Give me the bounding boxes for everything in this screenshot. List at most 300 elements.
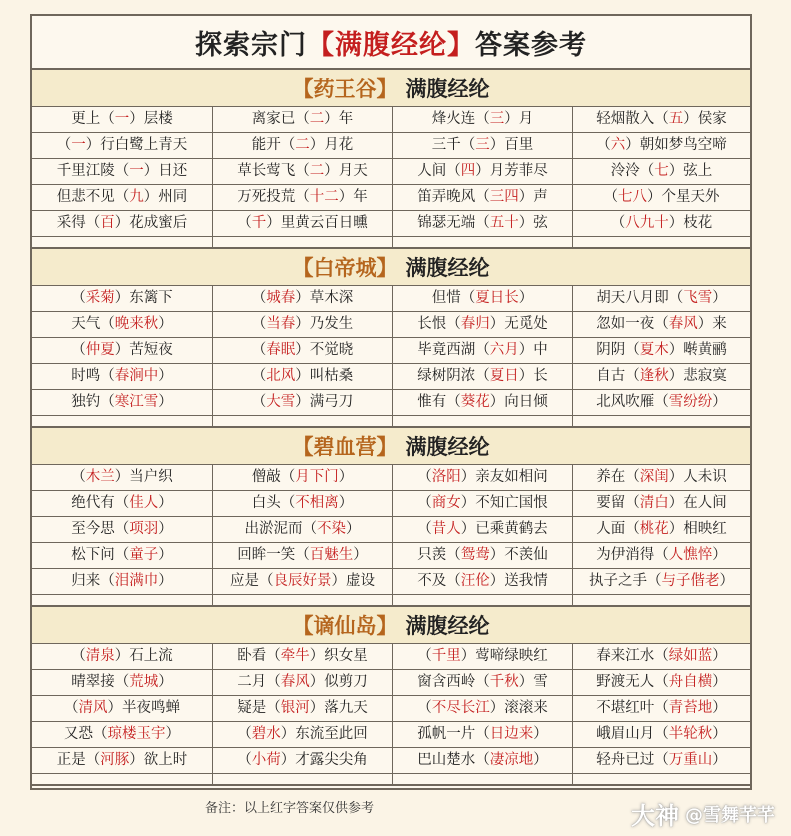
clue-suffix: ）层楼 [129, 111, 173, 127]
table-cell [573, 390, 750, 416]
clue-prefix: （ [417, 648, 432, 664]
clue-suffix: ）才露尖尖角 [280, 752, 368, 768]
answer-text: 绿如蓝 [668, 648, 713, 664]
answer-text: 半轮秋 [668, 726, 713, 742]
clue-prefix: 但惜（ [431, 290, 476, 306]
answer-text: 三 [489, 111, 505, 127]
clue-suffix: ）弦上 [668, 163, 713, 179]
table-cell [393, 159, 573, 185]
answer-text: 夏日长 [475, 290, 519, 306]
answer-text: 桃花 [639, 521, 669, 537]
clue-suffix: ）侯家 [683, 111, 727, 127]
answer-text: 八九十 [625, 215, 669, 231]
answer-text: 城春 [266, 290, 296, 306]
section-subtitle: 满腹经纶 [405, 77, 490, 101]
table-cell [573, 491, 750, 517]
answer-text: 二 [309, 163, 325, 179]
clue-prefix: 离家已（ [251, 111, 310, 127]
table-cell [32, 543, 213, 569]
clue-prefix: 白头（ [251, 495, 296, 511]
answer-text: 月下门 [295, 469, 339, 485]
clue-suffix: ） [712, 726, 727, 742]
clue-prefix: 执子之手（ [589, 573, 662, 589]
table-cell [573, 286, 750, 312]
watermark-author: @雪舞芊芊 [685, 804, 775, 826]
spacer-cell [393, 237, 573, 247]
clue-prefix: （ [56, 137, 72, 153]
clue-prefix: 僧敲（ [251, 469, 296, 485]
answer-text: 五 [668, 111, 684, 127]
clue-suffix: ）中 [518, 342, 548, 358]
clue-prefix: （ [71, 290, 86, 306]
clue-suffix: ）雪 [518, 674, 548, 690]
spacer-cell [573, 595, 750, 605]
clue-prefix: 要留（ [596, 495, 640, 511]
clue-suffix: ）石上流 [114, 648, 173, 664]
answer-text: 万重山 [668, 752, 713, 768]
clue-prefix: （ [251, 342, 267, 358]
answer-text: 葵花 [460, 394, 490, 410]
section [32, 70, 750, 249]
table-cell [573, 133, 750, 159]
clue-suffix: ）东篱下 [114, 290, 173, 306]
clue-suffix: ）虚设 [331, 573, 375, 589]
clue-prefix: 烽火连（ [431, 111, 490, 127]
answer-text: 牵牛 [280, 648, 310, 664]
clue-suffix: ） [338, 469, 354, 485]
section-bracket-open: 【 [292, 77, 314, 101]
section-title [32, 607, 750, 644]
section-spacer [32, 774, 750, 786]
table-cell [393, 286, 573, 312]
table-cell [32, 211, 213, 237]
clue-prefix: 更上（ [71, 111, 115, 127]
table-cell [32, 286, 213, 312]
table-cell [573, 364, 750, 390]
clue-suffix: ）落九天 [309, 700, 368, 716]
table-cell [32, 312, 213, 338]
section-grid [32, 644, 750, 774]
spacer-cell [213, 595, 393, 605]
clue-suffix: ） [712, 394, 727, 410]
table-cell [32, 722, 213, 748]
table-cell [213, 286, 393, 312]
answer-text: 四 [460, 163, 476, 179]
clue-prefix: 人间（ [417, 163, 461, 179]
section-name: 碧血营 [313, 435, 377, 459]
clue-suffix: ）悲寂寞 [668, 368, 727, 384]
clue-prefix: （ [251, 316, 267, 332]
table-cell [213, 107, 393, 133]
answer-text: 当春 [266, 316, 296, 332]
clue-suffix: ）年 [338, 189, 368, 205]
clue-prefix: 采得（ [56, 215, 101, 231]
answer-text: 木兰 [85, 469, 115, 485]
spacer-cell [32, 774, 213, 784]
table-cell [32, 185, 213, 211]
answer-text: 大雪 [266, 394, 296, 410]
clue-prefix: （ [596, 137, 611, 153]
section-grid [32, 107, 750, 237]
answer-text: 人憔悴 [668, 547, 713, 563]
answer-text: 一 [129, 163, 144, 179]
clue-prefix: 养在（ [596, 469, 640, 485]
section-subtitle: 满腹经纶 [405, 256, 490, 280]
section-subtitle: 满腹经纶 [405, 614, 490, 638]
clue-prefix: （ [610, 215, 626, 231]
clue-prefix: （ [417, 469, 432, 485]
clue-prefix: 只羡（ [417, 547, 461, 563]
answer-text: 一 [114, 111, 130, 127]
answer-text: 夏日 [489, 368, 519, 384]
answer-text: 琼楼玉宇 [107, 726, 166, 742]
clue-prefix: 不堪红叶（ [596, 700, 669, 716]
clue-suffix: ）日还 [143, 163, 188, 179]
clue-suffix: ）亲友如相问 [460, 469, 548, 485]
table-cell [32, 569, 213, 595]
clue-prefix: （ [251, 290, 267, 306]
clue-prefix: 孤帆一片（ [417, 726, 490, 742]
answer-text: 日边来 [489, 726, 534, 742]
clue-suffix: ） [158, 521, 173, 537]
answer-text: 六月 [489, 342, 519, 358]
answer-text: 不相离 [295, 495, 339, 511]
clue-suffix: ）朝如梦鸟空啼 [625, 137, 727, 153]
table-cell [393, 670, 573, 696]
answer-text: 银河 [280, 700, 310, 716]
table-cell [213, 569, 393, 595]
answer-text: 十二 [309, 189, 339, 205]
clue-suffix: ）似剪刀 [309, 674, 368, 690]
clue-prefix: 万死投荒（ [237, 189, 310, 205]
table-cell [573, 312, 750, 338]
clue-prefix: 二月（ [237, 674, 281, 690]
answer-text: 千里 [431, 648, 461, 664]
clue-prefix: 疑是（ [237, 700, 281, 716]
clue-suffix: ） [712, 290, 727, 306]
table-cell [213, 390, 393, 416]
table-cell [393, 185, 573, 211]
answer-text: 清风 [78, 700, 108, 716]
table-cell [213, 491, 393, 517]
answer-text: 良辰好景 [273, 573, 332, 589]
clue-suffix: ）州同 [143, 189, 188, 205]
clue-prefix: 窗含西岭（ [417, 674, 490, 690]
answer-text: 商女 [431, 495, 461, 511]
table-cell [573, 543, 750, 569]
spacer-cell [213, 774, 393, 784]
answer-text: 春归 [460, 316, 490, 332]
table-cell [32, 133, 213, 159]
clue-suffix: ）无觅处 [489, 316, 548, 332]
clue-prefix: 但悲不见（ [56, 189, 130, 205]
table-cell [32, 696, 213, 722]
clue-prefix: 笛弄晚风（ [417, 189, 490, 205]
clue-prefix: 人面（ [596, 521, 640, 537]
clue-suffix: ）月芳菲尽 [475, 163, 548, 179]
clue-suffix: ）弦 [518, 215, 548, 231]
section-bracket-close: 】 [376, 256, 398, 280]
clue-suffix: ） [165, 726, 180, 742]
table-cell [393, 569, 573, 595]
title-highlight: 【满腹经纶】 [307, 29, 475, 61]
table-cell [213, 670, 393, 696]
clue-prefix: 惟有（ [417, 394, 461, 410]
clue-suffix: ） [712, 674, 727, 690]
clue-prefix: （ [71, 469, 86, 485]
table-cell [393, 491, 573, 517]
table-cell [213, 364, 393, 390]
table-cell [32, 390, 213, 416]
table-cell [393, 312, 573, 338]
answer-text: 采菊 [85, 290, 115, 306]
spacer-cell [32, 595, 213, 605]
clue-prefix: 卧看（ [237, 648, 281, 664]
watermark [631, 796, 775, 831]
answer-text: 汪伦 [460, 573, 490, 589]
clue-prefix: 自古（ [596, 368, 640, 384]
spacer-cell [573, 237, 750, 247]
section-spacer [32, 416, 750, 428]
clue-prefix: 长恨（ [417, 316, 461, 332]
clue-suffix: ） [518, 290, 534, 306]
spacer-cell [32, 416, 213, 426]
clue-prefix: （ [64, 700, 79, 716]
clue-suffix: ）不知亡国恨 [460, 495, 548, 511]
table-cell [393, 517, 573, 543]
answer-text: 河豚 [100, 752, 130, 768]
section [32, 607, 750, 786]
clue-prefix: 阴阴（ [596, 342, 640, 358]
clue-suffix: ） [158, 547, 173, 563]
spacer-cell [32, 237, 213, 247]
clue-prefix: 归来（ [71, 573, 115, 589]
table-cell [213, 159, 393, 185]
clue-prefix: 天气（ [71, 316, 115, 332]
table-cell [393, 465, 573, 491]
table-cell [573, 107, 750, 133]
title-left: 探索宗门 [195, 29, 307, 61]
table-cell [393, 211, 573, 237]
section-name: 白帝城 [313, 256, 377, 280]
table-cell [32, 517, 213, 543]
clue-suffix: ）相映红 [668, 521, 727, 537]
clue-prefix: 轻舟已过（ [596, 752, 669, 768]
section-spacer [32, 595, 750, 607]
answer-text: 青苔地 [668, 700, 713, 716]
spacer-cell [213, 416, 393, 426]
clue-prefix: （ [237, 726, 252, 742]
clue-prefix: 三千（ [431, 137, 476, 153]
clue-prefix: 绝代有（ [71, 495, 130, 511]
clue-prefix: （ [251, 394, 267, 410]
answer-text: 雪纷纷 [668, 394, 713, 410]
clue-prefix: 忽如一夜（ [596, 316, 669, 332]
clue-prefix: 能开（ [251, 137, 296, 153]
clue-prefix: 千里江陵（ [56, 163, 130, 179]
clue-prefix: 毕竟西湖（ [417, 342, 490, 358]
clue-prefix: 不及（ [417, 573, 461, 589]
table-cell [213, 312, 393, 338]
clue-prefix: 春来江水（ [596, 648, 669, 664]
answer-text: 北风 [266, 368, 296, 384]
clue-prefix: 北风吹雁（ [596, 394, 669, 410]
answer-text: 春风 [280, 674, 310, 690]
table-cell [573, 517, 750, 543]
clue-prefix: 绿树阴浓（ [417, 368, 490, 384]
section [32, 428, 750, 607]
answer-text: 春涧中 [114, 368, 159, 384]
answer-text: 百 [100, 215, 115, 231]
clue-suffix: ）向日倾 [489, 394, 548, 410]
clue-suffix: ）半夜鸣蝉 [107, 700, 180, 716]
clue-prefix: （ [71, 342, 86, 358]
section-bracket-close: 】 [376, 435, 398, 459]
clue-prefix: 锦瑟无端（ [417, 215, 490, 231]
table-cell [393, 543, 573, 569]
table-cell [213, 696, 393, 722]
table-cell [573, 569, 750, 595]
spacer-cell [393, 774, 573, 784]
clue-suffix: ）来 [697, 316, 727, 332]
answer-text: 百魅生 [309, 547, 354, 563]
answer-text: 洛阳 [431, 469, 461, 485]
clue-prefix: 胡天八月即（ [596, 290, 684, 306]
answer-text: 飞雪 [683, 290, 713, 306]
clue-suffix: ）送我情 [489, 573, 548, 589]
clue-suffix: ） [158, 495, 173, 511]
table-cell [393, 748, 573, 774]
clue-suffix: ）月花 [309, 137, 354, 153]
clue-prefix: 草长莺飞（ [237, 163, 310, 179]
clue-suffix: ）当户织 [114, 469, 173, 485]
section-title [32, 249, 750, 286]
section-grid [32, 286, 750, 416]
answer-text: 三四 [489, 189, 519, 205]
clue-suffix: ）长 [518, 368, 548, 384]
clue-suffix: ）花成蜜后 [114, 215, 188, 231]
answer-text: 不尽长江 [431, 700, 490, 716]
page-title [32, 16, 750, 70]
table-cell [213, 748, 393, 774]
clue-prefix: 回眸一笑（ [237, 547, 310, 563]
table-cell [32, 364, 213, 390]
answer-text: 泪满巾 [114, 573, 159, 589]
clue-suffix: ） [158, 573, 173, 589]
clue-prefix: （ [251, 368, 267, 384]
table-cell [393, 696, 573, 722]
answer-text: 五十 [489, 215, 519, 231]
table-cell [213, 543, 393, 569]
answer-text: 二 [295, 137, 310, 153]
answer-text: 深闺 [639, 469, 669, 485]
clue-suffix: ）声 [518, 189, 548, 205]
answer-text: 小荷 [251, 752, 281, 768]
section-bracket-close: 】 [376, 614, 398, 638]
answer-text: 千 [251, 215, 267, 231]
table-cell [573, 159, 750, 185]
section-title [32, 428, 750, 465]
spacer-cell [393, 595, 573, 605]
clue-suffix: ）年 [324, 111, 354, 127]
clue-suffix: ） [353, 547, 368, 563]
clue-prefix: 正是（ [56, 752, 101, 768]
table-cell [573, 185, 750, 211]
clue-suffix: ）不羡仙 [489, 547, 548, 563]
clue-suffix: ） [533, 726, 548, 742]
answer-text: 不染 [317, 521, 346, 537]
clue-suffix: ）百里 [489, 137, 534, 153]
table-cell [213, 133, 393, 159]
clue-prefix: （ [237, 752, 252, 768]
clue-suffix: ） [712, 648, 727, 664]
clue-prefix: 独钓（ [71, 394, 115, 410]
clue-suffix: ）莺啼绿映红 [460, 648, 548, 664]
section-subtitle: 满腹经纶 [405, 435, 490, 459]
section-spacer [32, 237, 750, 249]
answer-text: 童子 [129, 547, 159, 563]
clue-suffix: ）个星天外 [647, 189, 720, 205]
answer-text: 凄凉地 [489, 752, 534, 768]
clue-prefix: 应是（ [230, 573, 274, 589]
table-cell [573, 748, 750, 774]
clue-suffix: ）欲上时 [129, 752, 188, 768]
answer-text: 碧水 [251, 726, 281, 742]
table-cell [393, 722, 573, 748]
answer-text: 七八 [618, 189, 647, 205]
section-bracket-open: 【 [292, 614, 314, 638]
clue-suffix: ） [158, 316, 173, 332]
answer-text: 晚来秋 [114, 316, 159, 332]
clue-suffix: ）苦短夜 [114, 342, 173, 358]
spacer-cell [213, 237, 393, 247]
clue-prefix: （ [417, 700, 432, 716]
clue-suffix: ） [346, 521, 361, 537]
clue-prefix: 巴山楚水（ [417, 752, 490, 768]
table-cell [393, 133, 573, 159]
footnote: 备注：以上红字答案仅供参考 [205, 801, 375, 816]
table-cell [32, 107, 213, 133]
answer-text: 夏木 [639, 342, 669, 358]
table-cell [32, 670, 213, 696]
clue-suffix: ） [533, 752, 548, 768]
section-title [32, 70, 750, 107]
title-right: 答案参考 [475, 29, 587, 61]
clue-prefix: （ [71, 648, 86, 664]
answer-text: 项羽 [129, 521, 159, 537]
table-cell [213, 517, 393, 543]
clue-suffix: ）在人间 [668, 495, 727, 511]
clue-suffix: ）叫枯桑 [295, 368, 354, 384]
clue-suffix: ） [158, 394, 173, 410]
table-cell [213, 644, 393, 670]
section-grid [32, 465, 750, 595]
answer-table [30, 14, 752, 790]
spacer-cell [573, 416, 750, 426]
table-cell [32, 644, 213, 670]
clue-prefix: （ [417, 521, 432, 537]
table-cell [573, 338, 750, 364]
clue-prefix: 松下问（ [71, 547, 130, 563]
table-cell [32, 465, 213, 491]
table-cell [573, 211, 750, 237]
table-cell [573, 465, 750, 491]
section-bracket-open: 【 [292, 256, 314, 280]
table-cell [213, 185, 393, 211]
table-cell [213, 211, 393, 237]
clue-suffix: ） [712, 700, 727, 716]
clue-prefix: 野渡无人（ [596, 674, 669, 690]
